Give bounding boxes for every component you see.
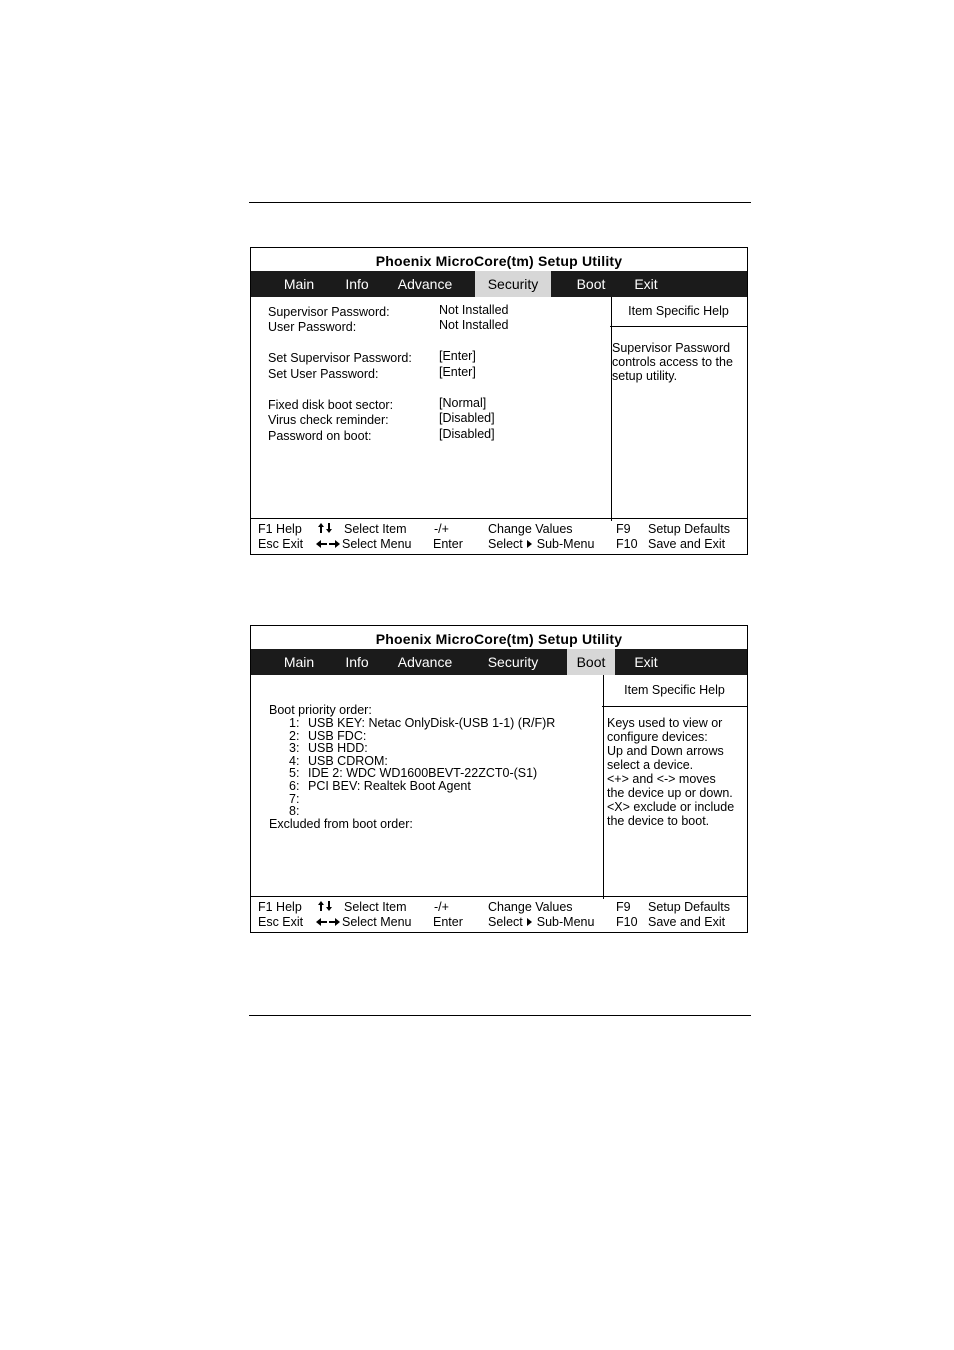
boot-entry-number: 5:: [289, 766, 300, 781]
key-select-sub-menu: [488, 915, 594, 930]
up-down-arrows-icon: [318, 900, 332, 912]
key-f9: F9: [616, 900, 631, 914]
tab-exit[interactable]: Exit: [634, 654, 658, 670]
key-change-values: Change Values: [488, 900, 573, 914]
boot-entry-number: 8:: [289, 804, 300, 819]
triangle-right-icon: [527, 918, 532, 926]
key-f9: F9: [616, 522, 631, 536]
boot-entry-number: 1:: [289, 716, 300, 730]
boot-entry-device[interactable]: USB KEY: Netac OnlyDisk-(USB 1-1) (R/F)R: [308, 716, 556, 730]
key-sub-menu-label: Sub-Menu: [536, 537, 595, 551]
tab-main[interactable]: Main: [283, 276, 315, 292]
setup-title: Phoenix MicroCore(tm) Setup Utility: [375, 253, 623, 269]
boot-setup-screen: [250, 625, 748, 933]
key-select-label: Select: [488, 537, 523, 551]
key-legend-footer: [251, 896, 747, 932]
key-enter: Enter: [433, 915, 463, 929]
key-save-and-exit: Save and Exit: [648, 537, 726, 551]
setting-label-set-supervisor-password[interactable]: Set Supervisor Password:: [268, 351, 412, 365]
key-minus-plus: -/+: [434, 900, 449, 914]
setting-value-user-password: Not Installed: [439, 318, 509, 332]
help-text: Supervisor Password controls access to the setup utility.: [612, 341, 733, 383]
key-select-menu: Select Menu: [342, 915, 412, 929]
key-select-sub-menu: [488, 537, 594, 552]
key-select-menu: Select Menu: [342, 537, 412, 551]
settings-panel: [251, 297, 612, 521]
help-header: Item Specific Help: [602, 675, 747, 707]
boot-entry-number: 6:: [289, 779, 300, 793]
excluded-boot-header: Excluded from boot order:: [269, 817, 413, 831]
key-select-item: Select Item: [344, 522, 407, 536]
item-specific-help-panel: [602, 675, 747, 899]
tab-boot[interactable]: Boot: [576, 276, 606, 292]
menu-bar: [251, 271, 747, 297]
bottom-rule: [249, 1015, 751, 1016]
key-f1-help: F1 Help: [258, 522, 302, 536]
security-setup-screen: [250, 247, 748, 555]
menu-bar: [251, 649, 747, 675]
key-setup-defaults: Setup Defaults: [648, 522, 730, 536]
setting-label-virus-check-reminder[interactable]: Virus check reminder:: [268, 413, 389, 427]
key-f10: F10: [616, 537, 638, 551]
setting-label-supervisor-password: Supervisor Password:: [268, 305, 390, 319]
key-change-values: Change Values: [488, 522, 573, 536]
item-specific-help-panel: [610, 297, 747, 521]
key-select-label: Select: [488, 915, 523, 929]
key-sub-menu-label: Sub-Menu: [536, 915, 595, 929]
setting-label-fixed-disk-boot-sector[interactable]: Fixed disk boot sector:: [268, 398, 394, 412]
tab-security[interactable]: Security: [487, 654, 539, 670]
boot-entry-number: 3:: [289, 741, 300, 756]
key-select-item: Select Item: [344, 900, 407, 914]
tab-security[interactable]: Security: [475, 271, 551, 297]
setting-value-password-on-boot[interactable]: [Disabled]: [439, 427, 495, 441]
boot-entry-device[interactable]: PCI BEV: Realtek Boot Agent: [308, 779, 471, 793]
boot-entry-device[interactable]: USB CDROM:: [308, 753, 388, 768]
tab-info[interactable]: Info: [345, 654, 369, 670]
tab-main[interactable]: Main: [283, 654, 315, 670]
boot-entry-number: 2:: [289, 728, 300, 743]
key-save-and-exit: Save and Exit: [648, 915, 726, 929]
key-setup-defaults: Setup Defaults: [648, 900, 730, 914]
boot-entry-device[interactable]: USB HDD:: [308, 741, 368, 756]
tab-exit[interactable]: Exit: [634, 276, 658, 292]
boot-entry-device[interactable]: USB FDC:: [308, 728, 367, 743]
boot-entry-number: 7:: [289, 791, 300, 806]
key-esc-exit: Esc Exit: [258, 537, 304, 551]
key-legend-footer: [251, 518, 747, 554]
tab-info[interactable]: Info: [345, 276, 369, 292]
setting-value-virus-check-reminder[interactable]: [Disabled]: [439, 411, 495, 425]
setting-value-supervisor-password: Not Installed: [439, 303, 509, 317]
boot-entry-number: 4:: [289, 753, 300, 768]
key-minus-plus: -/+: [434, 522, 449, 536]
boot-priority-header: Boot priority order:: [269, 703, 372, 717]
tab-advance[interactable]: Advance: [397, 654, 453, 670]
triangle-right-icon: [527, 540, 532, 548]
help-header: Item Specific Help: [610, 297, 747, 327]
key-enter: Enter: [433, 537, 463, 551]
key-f10: F10: [616, 915, 638, 929]
tab-advance[interactable]: Advance: [397, 276, 453, 292]
key-f1-help: F1 Help: [258, 900, 302, 914]
key-esc-exit: Esc Exit: [258, 915, 304, 929]
left-right-arrows-icon: [316, 918, 340, 926]
boot-entry-device[interactable]: IDE 2: WDC WD1600BEVT-22ZCT0-(S1): [308, 766, 538, 781]
tab-boot[interactable]: Boot: [567, 649, 615, 675]
setting-label-user-password: User Password:: [268, 320, 357, 334]
setting-label-password-on-boot[interactable]: Password on boot:: [268, 429, 372, 443]
up-down-arrows-icon: [318, 522, 332, 534]
left-right-arrows-icon: [316, 540, 340, 548]
help-text: Keys used to view or configure devices: Up and Down arrows select a device. <+> and <-> moves the device up or down. <X> exclude or include the device to boot.: [607, 716, 735, 828]
setting-value-set-user-password[interactable]: [Enter]: [439, 365, 476, 379]
setting-value-fixed-disk-boot-sector[interactable]: [Normal]: [439, 396, 487, 410]
boot-order-panel: [251, 675, 604, 899]
setting-value-set-supervisor-password[interactable]: [Enter]: [439, 349, 476, 363]
top-rule: [249, 202, 751, 203]
setup-title: Phoenix MicroCore(tm) Setup Utility: [375, 631, 623, 647]
setting-label-set-user-password[interactable]: Set User Password:: [268, 367, 379, 381]
